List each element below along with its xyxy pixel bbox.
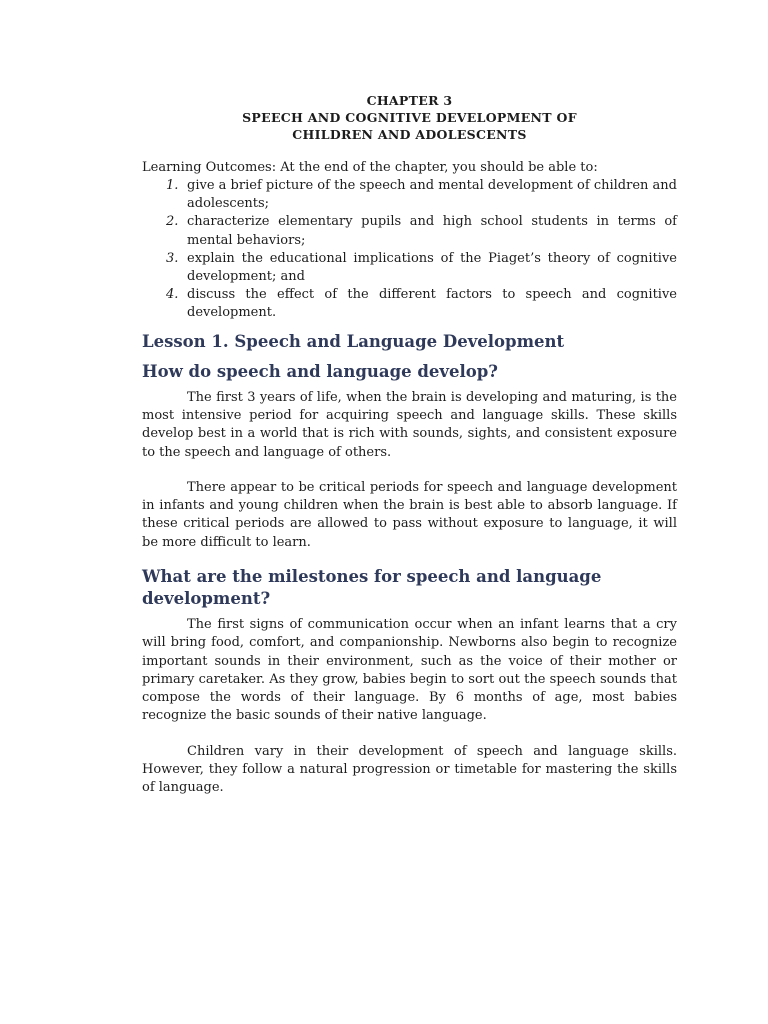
document-page [142, 92, 677, 798]
list-item [142, 286, 677, 322]
list-item-text: explain the educational implications of the Piaget’s theory of cognitive development; and [187, 250, 677, 285]
chapter-header [142, 92, 677, 143]
list-item-number: 3. [166, 250, 179, 266]
section-heading-2: What are the milestones for speech and language development? [142, 567, 602, 608]
paragraph: Children vary in their development of speech and language skills. However, they follow a natural progression or timetable for mastering the skills of language. [142, 743, 677, 796]
list-item [142, 213, 677, 249]
chapter-title-line-1: SPEECH AND COGNITIVE DEVELOPMENT OF [242, 110, 577, 125]
learning-outcomes-list [142, 177, 677, 323]
paragraph: The first signs of communication occur when an infant learns that a cry will bring food, comfort, and companionship. Newborns also begin to recognize important sounds in their environment, such as the voice of their mother or primary caretaker. As they grow, babies begin to sort out the speech sounds that compose the words of their language. By 6 months of age, most babies recognize the basic sounds of their native language. [142, 617, 677, 724]
learning-outcomes-intro: Learning Outcomes: At the end of the chapter, you should be able to: [142, 160, 598, 175]
lesson-title: Lesson 1. Speech and Language Development [142, 331, 565, 351]
paragraph: The first 3 years of life, when the brain is developing and maturing, is the most intensive period for acquiring speech and language skills. These skills develop best in a world that is rich with sounds, sights, and consistent exposure to the speech and language of others. [142, 389, 677, 460]
list-item [142, 250, 677, 286]
list-item-text: discuss the effect of the different factors to speech and cognitive development. [187, 287, 677, 321]
section-heading-1: How do speech and language develop? [142, 361, 498, 381]
list-item-number: 1. [166, 178, 179, 193]
list-item-number: 4. [166, 287, 179, 303]
list-item-number: 2. [166, 214, 179, 230]
list-item [142, 177, 677, 213]
paragraph: There appear to be critical periods for speech and language development in infants and young children when the brain is best able to absorb language. If these critical periods are allowed to pass without exposure to language, it will be more difficult to learn. [142, 479, 677, 550]
list-item-text: characterize elementary pupils and high school students in terms of mental behaviors; [187, 214, 677, 248]
chapter-number: CHAPTER 3 [366, 93, 453, 108]
chapter-title-line-2: CHILDREN AND ADOLESCENTS [292, 127, 527, 142]
list-item-text: give a brief picture of the speech and mental development of children and adolescents; [187, 178, 677, 212]
